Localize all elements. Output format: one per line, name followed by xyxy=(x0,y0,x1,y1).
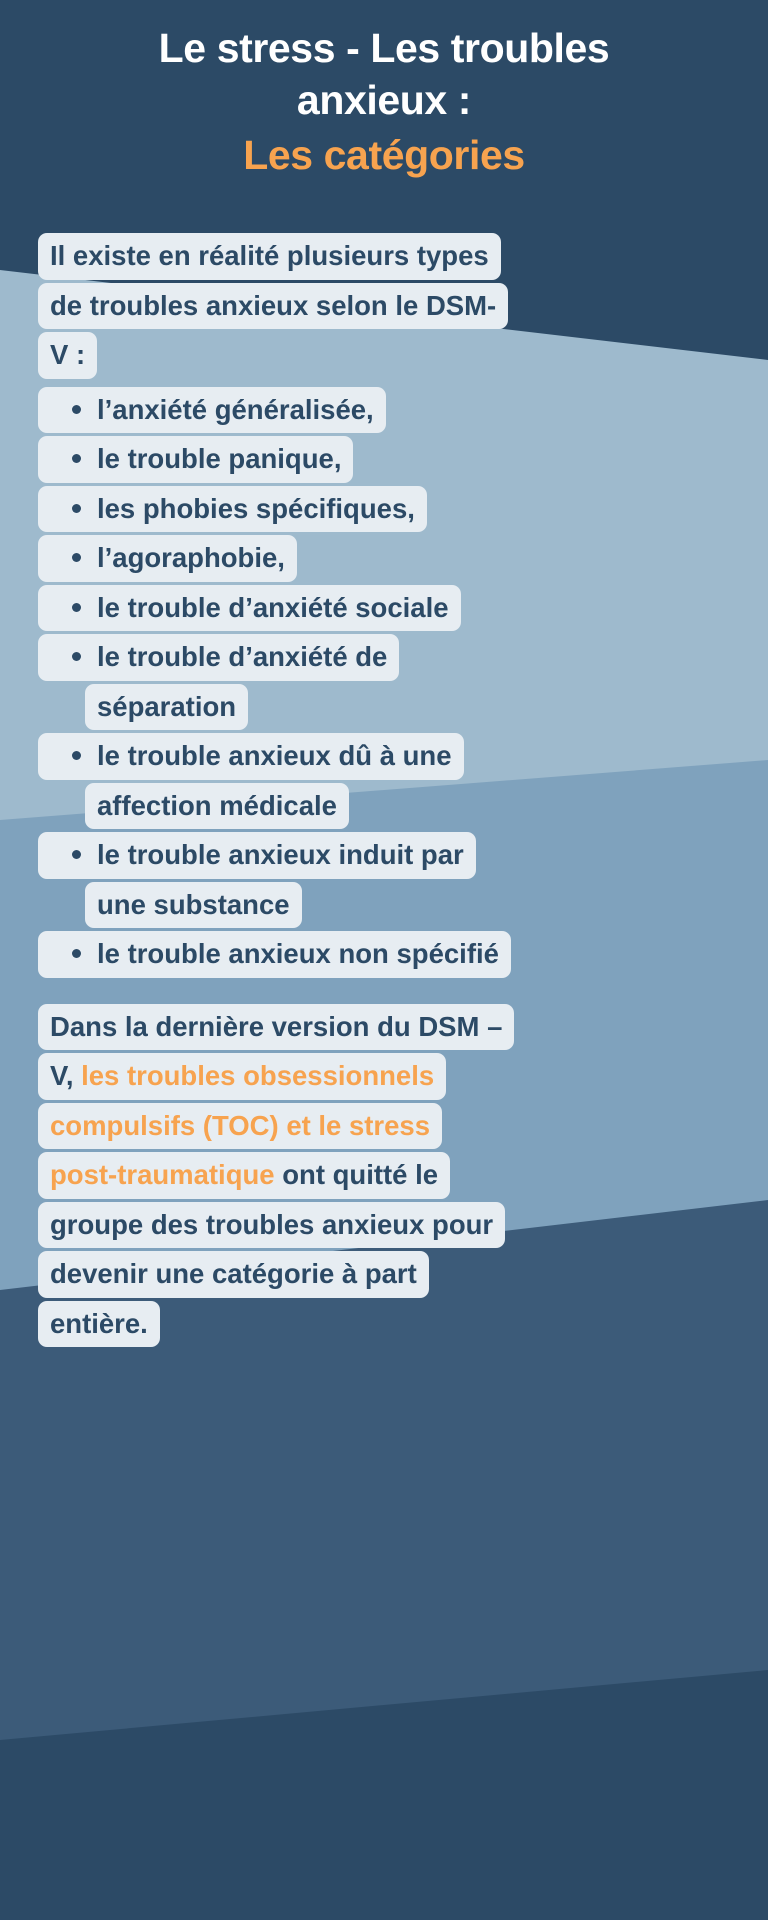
bullet-dot-icon xyxy=(72,405,81,414)
title-line-3-accent: Les catégories xyxy=(243,131,525,178)
list-item-line xyxy=(38,387,386,434)
bullet-dot-icon xyxy=(72,751,81,760)
list-item xyxy=(38,387,738,434)
list-item-line xyxy=(38,832,476,879)
list-item-line-continued: séparation xyxy=(85,684,248,731)
list-item xyxy=(38,436,738,483)
closing-line-5: groupe des troubles anxieux pour xyxy=(38,1202,505,1249)
intro-paragraph xyxy=(0,233,768,379)
list-item xyxy=(38,535,738,582)
list-item-line xyxy=(38,634,399,681)
list-item xyxy=(38,634,738,730)
list-item-line-continued: affection médicale xyxy=(85,783,349,830)
bullet-dot-icon xyxy=(72,949,81,958)
closing-line-6: devenir une catégorie à part xyxy=(38,1251,429,1298)
list-item-line xyxy=(38,931,511,978)
closing-line-4-accent: post-traumatique xyxy=(50,1159,275,1191)
bullet-dot-icon xyxy=(72,504,81,513)
list-item-label: le trouble panique, xyxy=(97,443,342,475)
list-item-label: l’agoraphobie, xyxy=(97,542,285,574)
list-item-line xyxy=(38,585,461,632)
list-item xyxy=(38,832,738,928)
intro-line: Il existe en réalité plusieurs types xyxy=(38,233,501,280)
closing-line-2 xyxy=(38,1053,446,1100)
closing-line-7: entière. xyxy=(38,1301,160,1348)
list-item xyxy=(38,733,738,829)
bullet-dot-icon xyxy=(72,603,81,612)
intro-line: de troubles anxieux selon le DSM- xyxy=(38,283,508,330)
list-item-label: le trouble anxieux non spécifié xyxy=(97,938,499,970)
closing-line-4-plain: ont quitté le xyxy=(274,1159,439,1191)
list-item-label: le trouble anxieux induit par xyxy=(97,839,464,871)
list-item-label: l’anxiété généralisée, xyxy=(97,393,374,425)
closing-paragraph xyxy=(0,1004,768,1348)
list-item-line xyxy=(38,535,297,582)
closing-line-2-accent: les troubles obsessionnels xyxy=(81,1060,435,1092)
intro-line: V : xyxy=(38,332,97,379)
page-title xyxy=(0,0,768,181)
closing-line-2-plain: V, xyxy=(50,1060,82,1092)
anxiety-disorder-list xyxy=(0,387,768,978)
list-item-label: les phobies spécifiques, xyxy=(97,492,415,524)
closing-line-4 xyxy=(38,1152,450,1199)
bullet-dot-icon xyxy=(72,652,81,661)
bullet-dot-icon xyxy=(72,850,81,859)
title-line-2: anxieux : xyxy=(296,77,472,124)
list-item xyxy=(38,585,738,632)
list-item-line xyxy=(38,436,353,483)
closing-line-1: Dans la dernière version du DSM – xyxy=(38,1004,514,1051)
list-item xyxy=(38,931,738,978)
list-item-label: le trouble anxieux dû à une xyxy=(97,740,452,772)
list-item-line-continued: une substance xyxy=(85,882,302,929)
list-item-label: le trouble d’anxiété de xyxy=(97,641,388,673)
closing-line-3-accent: compulsifs (TOC) et le stress xyxy=(38,1103,442,1150)
bullet-dot-icon xyxy=(72,553,81,562)
list-item-line xyxy=(38,733,464,780)
list-item-line xyxy=(38,486,427,533)
bullet-dot-icon xyxy=(72,454,81,463)
list-item xyxy=(38,486,738,533)
list-item-label: le trouble d’anxiété sociale xyxy=(97,591,449,623)
title-line-1: Le stress - Les troubles xyxy=(158,25,610,71)
